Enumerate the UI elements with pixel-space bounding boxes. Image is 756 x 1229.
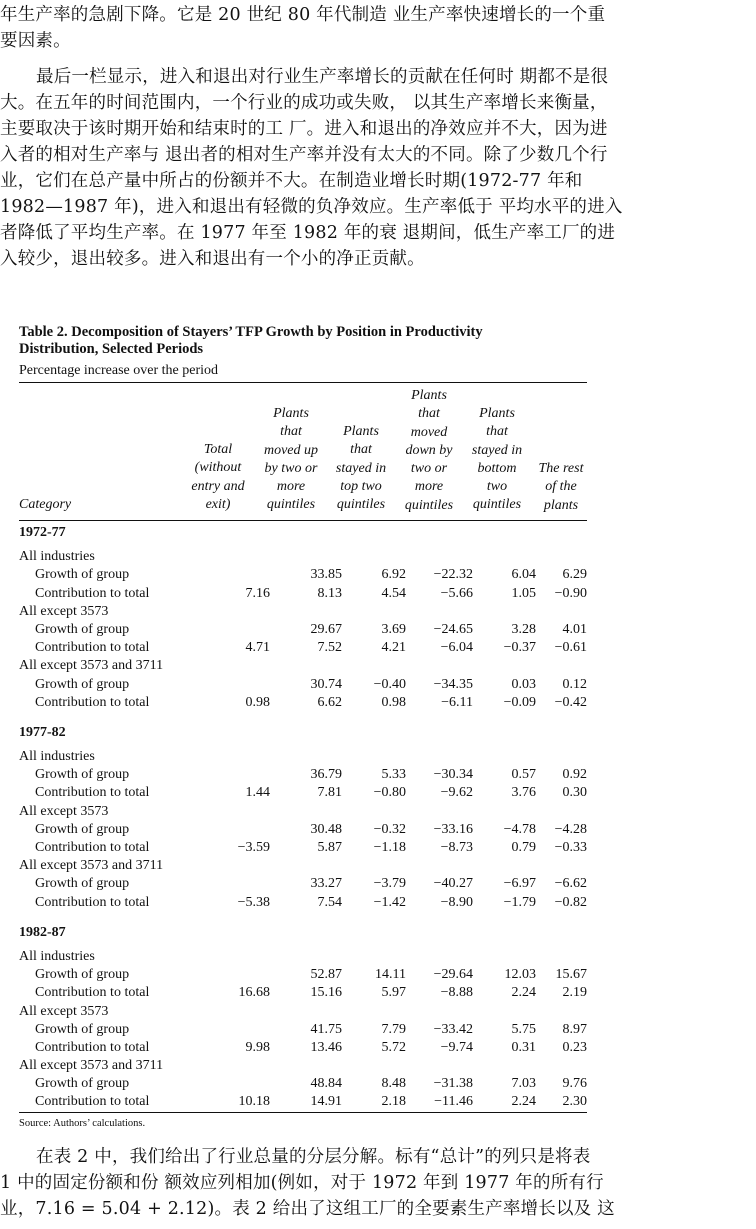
table-cell: 7.03 (511, 1076, 536, 1092)
table-row (19, 875, 589, 893)
table-cell: 36.79 (310, 767, 342, 783)
table-cell: −0.80 (373, 785, 406, 801)
header-line: by two or (264, 460, 318, 476)
table-row (19, 839, 589, 857)
group-row (19, 1057, 589, 1075)
table-cell: 7.16 (245, 585, 270, 601)
table-cell: −0.90 (554, 585, 587, 601)
header-line: moved (410, 424, 448, 440)
table-cell: 0.92 (562, 767, 587, 783)
header-line: more (414, 479, 444, 495)
table-cell: 5.97 (381, 985, 406, 1001)
table-cell: −1.18 (373, 840, 406, 855)
row-label: Growth of group (35, 967, 130, 983)
group-label: All except 3573 and 3711 (19, 858, 164, 874)
table-cell: −0.40 (373, 676, 406, 692)
table-cell: −6.62 (554, 876, 587, 892)
table-cell: 9.98 (245, 1039, 270, 1055)
text-line: 业，它们在总产量中所占的份额并不大。在制造业增长时期(1972-77 年和 (0, 171, 583, 191)
intro-paragraph-1 (0, 2, 752, 54)
table-cell: −9.74 (440, 1039, 473, 1055)
text-line: 业，7.16 = 5.04 + 2.12)。表 2 给出了这组工厂的全要素生产率增长以及 这 (0, 1199, 615, 1219)
group-label: All except 3573 (19, 1003, 109, 1019)
table-cell: 4.01 (562, 621, 587, 637)
table-cell: −6.11 (441, 694, 473, 710)
period-spacer (19, 912, 589, 924)
table-cell: 0.98 (381, 694, 406, 710)
table-cell: 5.75 (511, 1021, 536, 1037)
row-label: Contribution to total (35, 585, 150, 601)
table-cell: 3.69 (381, 621, 406, 637)
table-cell: −8.90 (440, 894, 473, 910)
text-line: 1 中的固定份额和份 额效应列相加(例如，对于 1972 年到 1977 年的所有行 (0, 1173, 604, 1193)
table-cell: 14.11 (375, 967, 406, 983)
row-label: Contribution to total (35, 785, 150, 801)
table-cell: 6.29 (562, 567, 587, 583)
header-line: moved up (263, 442, 319, 458)
text-line: 1982—1987 年)，进入和退出有轻微的负净效应。生产率低于 平均水平的进入 (0, 197, 623, 217)
table-cell: 2.18 (381, 1094, 406, 1110)
header-line: quintiles (472, 497, 522, 513)
header-total (185, 441, 251, 514)
table-cell: 4.71 (245, 640, 270, 656)
group-row (19, 1003, 589, 1021)
header-line: that (350, 442, 372, 458)
row-label: Contribution to total (35, 985, 150, 1001)
table-cell: −29.64 (433, 967, 473, 983)
header-line: stayed in (471, 442, 523, 458)
table-cell: 29.67 (310, 621, 342, 637)
header-category (19, 496, 71, 514)
header-line: quintiles (404, 497, 454, 513)
row-label: Growth of group (35, 567, 130, 583)
table-row (19, 639, 589, 657)
table-cell: 7.81 (317, 785, 342, 801)
table-row (19, 784, 589, 802)
table-cell: 3.76 (511, 785, 536, 801)
group-label: All except 3573 (19, 803, 109, 819)
table-cell: 4.54 (381, 585, 406, 601)
row-label: Growth of group (35, 767, 130, 783)
table-cell: 0.57 (511, 767, 536, 783)
table-cell: 13.46 (310, 1039, 342, 1055)
header-rest (530, 460, 592, 515)
table-cell: 0.98 (245, 694, 270, 710)
row-label: Growth of group (35, 1076, 130, 1092)
period-spacer (19, 712, 589, 724)
period-label: 1977-82 (19, 724, 66, 740)
table-title (19, 324, 619, 358)
header-line: stayed in (335, 460, 387, 476)
table-cell: −1.42 (373, 894, 406, 910)
table-cell: 2.30 (562, 1094, 587, 1110)
table-cell: −11.46 (434, 1094, 473, 1110)
header-line: Category (19, 497, 72, 512)
header-line: quintiles (266, 497, 316, 513)
table-row (19, 585, 589, 603)
table-cell: 33.27 (310, 876, 342, 892)
period-label: 1972-77 (19, 525, 66, 540)
header-line: bottom (477, 460, 517, 476)
period-row (19, 724, 589, 742)
table-cell: 2.24 (511, 985, 536, 1001)
table-row (19, 1039, 589, 1057)
table-cell: −0.33 (554, 840, 587, 855)
group-row (19, 657, 589, 675)
table-row (19, 694, 589, 712)
table-cell: 0.03 (511, 676, 536, 692)
group-row (19, 603, 589, 621)
row-label: Contribution to total (35, 640, 150, 656)
table-title-line: Table 2. Decomposition of Stayers’ TFP Growth by Position in Productivity (19, 324, 483, 340)
table-top-rule (19, 382, 587, 383)
text-line: 在表 2 中，我们给出了行业总量的分层分解。标有“总计”的列只是将表 (36, 1147, 591, 1167)
table-cell: 8.48 (381, 1076, 406, 1092)
table-cell: −4.28 (554, 821, 587, 837)
text-line: 年生产率的急剧下降。它是 20 世纪 80 年代制造 业生产率快速增长的一个重 (0, 5, 606, 25)
header-line: that (486, 424, 508, 440)
header-line: that (418, 406, 440, 422)
table-cell: −24.65 (433, 621, 473, 637)
text-line: 主要取决于该时期开始和结束时的工 厂。进入和退出的净效应并不大，因为进 (0, 119, 608, 139)
header-line: Plants (411, 388, 447, 403)
header-stayed-top (329, 423, 393, 514)
table-cell: 5.72 (381, 1039, 406, 1055)
header-moved-down (396, 387, 462, 515)
table-row (19, 966, 589, 984)
table-cell: −33.42 (433, 1021, 473, 1037)
table-row (19, 1093, 589, 1111)
period-row (19, 924, 589, 942)
table-cell: 2.24 (511, 1094, 536, 1110)
text-line: 大。在五年的时间范围内，一个行业的成功或失败， 以其生产率增长来衡量， (0, 93, 608, 113)
table-cell: −8.88 (440, 985, 473, 1001)
table-cell: 7.52 (317, 640, 342, 656)
header-line: two or (410, 461, 448, 477)
row-label: Contribution to total (35, 840, 150, 855)
header-line: that (280, 424, 302, 440)
table-cell: −1.79 (503, 894, 536, 910)
table-cell: 4.21 (381, 640, 406, 656)
table-cell: 6.92 (381, 567, 406, 583)
table-cell: 6.62 (317, 694, 342, 710)
table-cell: 3.28 (511, 621, 536, 637)
table-cell: 0.12 (562, 676, 587, 692)
header-line: plants (543, 497, 579, 513)
group-row (19, 948, 589, 966)
table-cell: 16.68 (238, 985, 270, 1001)
header-line: The rest (538, 461, 584, 476)
table-cell: −5.66 (440, 585, 473, 601)
table-cell: −0.42 (554, 694, 587, 710)
table-cell: −31.38 (433, 1076, 473, 1092)
table-row (19, 894, 589, 912)
table-cell: −0.32 (373, 821, 406, 837)
row-label: Growth of group (35, 821, 130, 837)
header-line: more (276, 479, 306, 495)
table-cell: 7.79 (381, 1021, 406, 1037)
table-cell: 7.54 (317, 894, 342, 910)
table-cell: 14.91 (310, 1094, 342, 1110)
row-label: Contribution to total (35, 1094, 150, 1110)
table-cell: 10.18 (238, 1094, 270, 1110)
header-line: top two (340, 478, 382, 494)
table-cell: 12.03 (504, 967, 536, 983)
group-label: All industries (19, 749, 95, 765)
group-label: All industries (19, 948, 95, 964)
group-row (19, 548, 589, 566)
table-cell: −5.38 (237, 894, 270, 910)
header-line: Total (203, 442, 233, 457)
period-label: 1982-87 (19, 924, 66, 940)
group-row (19, 748, 589, 766)
table-cell: −34.35 (433, 676, 473, 692)
table-cell: 33.85 (310, 567, 342, 583)
table-cell: 1.44 (245, 785, 270, 801)
table-subtitle: Percentage increase over the period (19, 363, 219, 378)
header-line: of the (545, 479, 577, 495)
row-label: Growth of group (35, 876, 130, 892)
table-cell: 0.79 (511, 840, 536, 855)
row-label: Contribution to total (35, 694, 150, 710)
row-label: Growth of group (35, 621, 130, 637)
table-cell: −0.61 (554, 640, 587, 656)
table-row (19, 621, 589, 639)
row-label: Contribution to total (35, 1039, 150, 1055)
group-label: All except 3573 and 3711 (19, 1058, 164, 1074)
table-cell: −30.34 (433, 767, 473, 783)
header-moved-up (256, 405, 326, 515)
outro-paragraph (0, 1144, 752, 1222)
group-row (19, 803, 589, 821)
table-cell: 48.84 (310, 1076, 342, 1092)
table-cell: 0.31 (511, 1039, 536, 1055)
header-line: entry and (191, 478, 245, 494)
table-header-rule (19, 520, 587, 521)
table-cell: −33.16 (433, 821, 473, 837)
table-cell: 52.87 (310, 967, 342, 983)
table-cell: −6.04 (440, 640, 473, 656)
table-cell: −6.97 (503, 876, 536, 892)
table-cell: 15.67 (555, 967, 587, 983)
table-row (19, 984, 589, 1002)
table-row (19, 1075, 589, 1093)
group-label: All except 3573 and 3711 (19, 658, 164, 674)
header-line: down by (405, 442, 453, 458)
table-bottom-rule (19, 1112, 587, 1113)
table-cell: −0.82 (554, 894, 587, 910)
table-cell: −3.79 (373, 876, 406, 892)
text-line: 最后一栏显示，进入和退出对行业生产率增长的贡献在任何时 期都不是很 (36, 67, 609, 87)
row-label: Growth of group (35, 676, 130, 692)
table-row (19, 821, 589, 839)
group-label: All industries (19, 549, 95, 565)
table-cell: 30.48 (310, 821, 342, 837)
table-source-note: Source: Authors’ calculations. (19, 1118, 146, 1129)
header-line: two (486, 479, 508, 495)
table-cell: 0.30 (562, 785, 587, 801)
table-cell: 41.75 (310, 1021, 342, 1037)
header-line: exit) (205, 496, 231, 512)
table-row (19, 1021, 589, 1039)
table-cell: 30.74 (310, 676, 342, 692)
row-label: Growth of group (35, 1021, 130, 1037)
group-label: All except 3573 (19, 603, 109, 619)
table-cell: 6.04 (511, 567, 536, 583)
text-line: 者降低了平均生产率。在 1977 年至 1982 年的衰 退期间，低生产率工厂的进 (0, 223, 616, 243)
table-title-line: Distribution, Selected Periods (19, 341, 204, 357)
intro-paragraph-2 (0, 64, 752, 272)
table-cell: −0.09 (503, 694, 536, 710)
table-cell: 5.87 (317, 840, 342, 855)
table-cell: 0.23 (562, 1039, 587, 1055)
group-row (19, 857, 589, 875)
table-cell: −3.59 (237, 840, 270, 855)
table-cell: 8.13 (317, 585, 342, 601)
header-line: quintiles (336, 497, 386, 513)
header-line: (without (194, 460, 242, 476)
table-cell: −4.78 (503, 821, 536, 837)
table-cell: −0.37 (503, 640, 536, 656)
text-line: 入较少，退出较多。进入和退出有一个小的净正贡献。 (0, 249, 425, 269)
table-cell: 5.33 (381, 767, 406, 783)
text-line: 入者的相对生产率与 退出者的相对生产率并没有太大的不同。除了少数几个行 (0, 145, 608, 165)
period-row (19, 524, 589, 542)
table-cell: 9.76 (562, 1076, 587, 1092)
header-line: Plants (343, 424, 379, 439)
row-label: Contribution to total (35, 894, 150, 910)
header-stayed-bottom (464, 405, 530, 515)
table-cell: 8.97 (562, 1021, 587, 1037)
header-line: Plants (479, 406, 515, 421)
table-cell: 15.16 (310, 985, 342, 1001)
table-cell: 1.05 (511, 585, 536, 601)
table-cell: −22.32 (433, 567, 473, 583)
table-cell: −9.62 (440, 785, 473, 801)
table-cell: −8.73 (440, 840, 473, 855)
table-cell: −40.27 (433, 876, 473, 892)
text-line: 要因素。 (0, 31, 71, 51)
table-row (19, 676, 589, 694)
header-line: Plants (273, 406, 309, 421)
table-row (19, 566, 589, 584)
table-body (19, 524, 589, 1112)
table-cell: 2.19 (562, 985, 587, 1001)
table-row (19, 766, 589, 784)
